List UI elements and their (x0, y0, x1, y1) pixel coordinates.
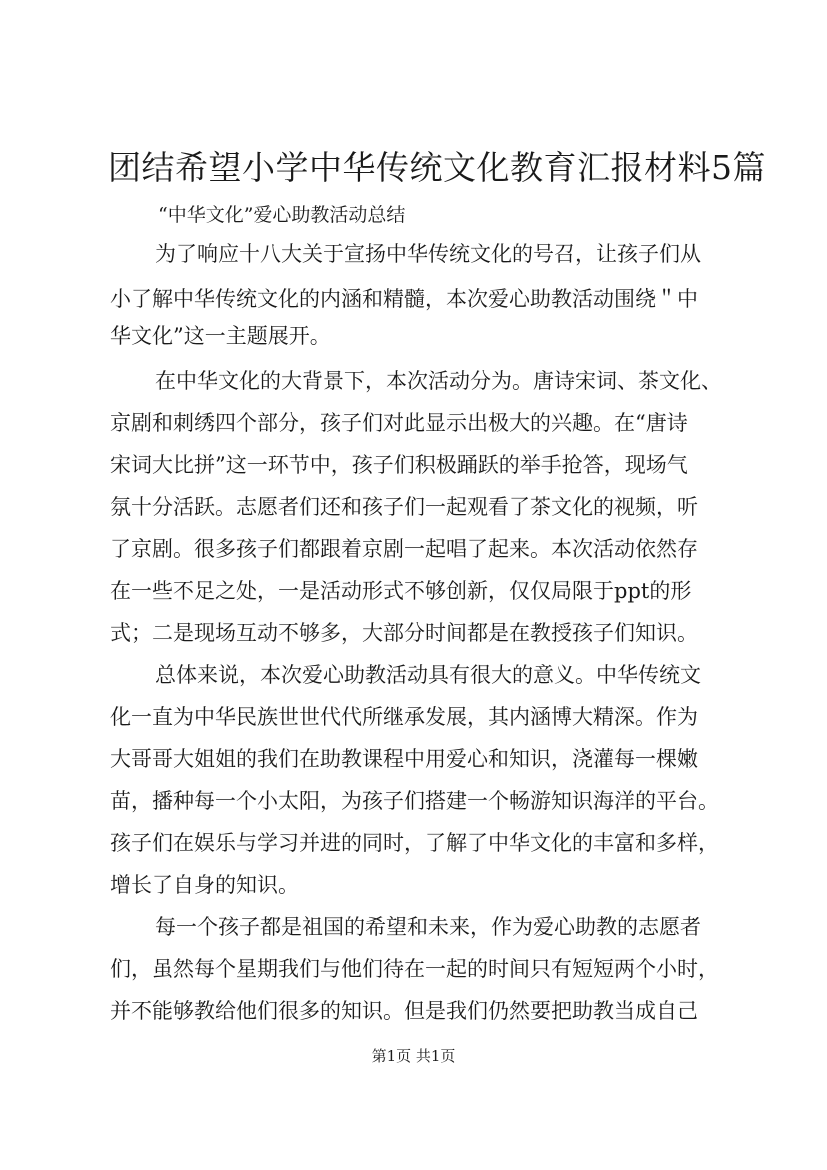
paragraph-line: 宋词大比拼”这一环节中，孩子们积极踊跃的举手抢答，现场气 (110, 453, 688, 477)
paragraph-line: 为了响应十八大关于宣扬中华传统文化的号召，让孩子们从 (155, 242, 701, 266)
paragraph-line: 总体来说，本次爱心助教活动具有很大的意义。中华传统文 (155, 663, 701, 687)
paragraph-line: 增长了自身的知识。 (110, 873, 299, 897)
paragraph-line: 大哥哥大姐姐的我们在助教课程中用爱心和知识，浇灌每一棵嫩 (110, 747, 698, 771)
paragraph-line: 在一些不足之处，一是活动形式不够创新，仅仅局限于ppt的形 (110, 579, 692, 603)
document-subtitle: “中华文化”爱心助教活动总结 (158, 204, 406, 226)
paragraph-line: 式；二是现场互动不够多，大部分时间都是在教授孩子们知识。 (110, 621, 698, 645)
paragraph-line: 了京剧。很多孩子们都跟着京剧一起唱了起来。本次活动依然存 (110, 537, 698, 561)
paragraph-line: 每一个孩子都是祖国的希望和未来，作为爱心助教的志愿者 (155, 915, 701, 939)
paragraph-line: 小了解中华传统文化的内涵和精髓，本次爱心助教活动围绕＂中 (110, 287, 698, 311)
paragraph-line: 化一直为中华民族世世代代所继承发展，其内涵博大精深。作为 (110, 705, 698, 729)
page-number: 第1页 共1页 (371, 1047, 456, 1065)
paragraph-line: 并不能够教给他们很多的知识。但是我们仍然要把助教当成自己 (110, 999, 698, 1023)
paragraph-line: 氛十分活跃。志愿者们还和孩子们一起观看了茶文化的视频，听 (110, 495, 698, 519)
paragraph-line: 孩子们在娱乐与学习并进的同时，了解了中华文化的丰富和多样， (110, 831, 719, 855)
paragraph-line: 华文化”这一主题展开。 (110, 324, 331, 348)
paragraph-line: 在中华文化的大背景下，本次活动分为。唐诗宋词、茶文化、 (155, 369, 722, 393)
paragraph-line: 们，虽然每个星期我们与他们待在一起的时间只有短短两个小时， (110, 957, 719, 981)
paragraph-line: 苗，播种每一个小太阳，为孩子们搭建一个畅游知识海洋的平台。 (110, 789, 719, 813)
paragraph-line: 京剧和刺绣四个部分，孩子们对此显示出极大的兴趣。在“唐诗 (110, 411, 688, 435)
document-title: 团结希望小学中华传统文化教育汇报材料5篇 (108, 148, 766, 187)
